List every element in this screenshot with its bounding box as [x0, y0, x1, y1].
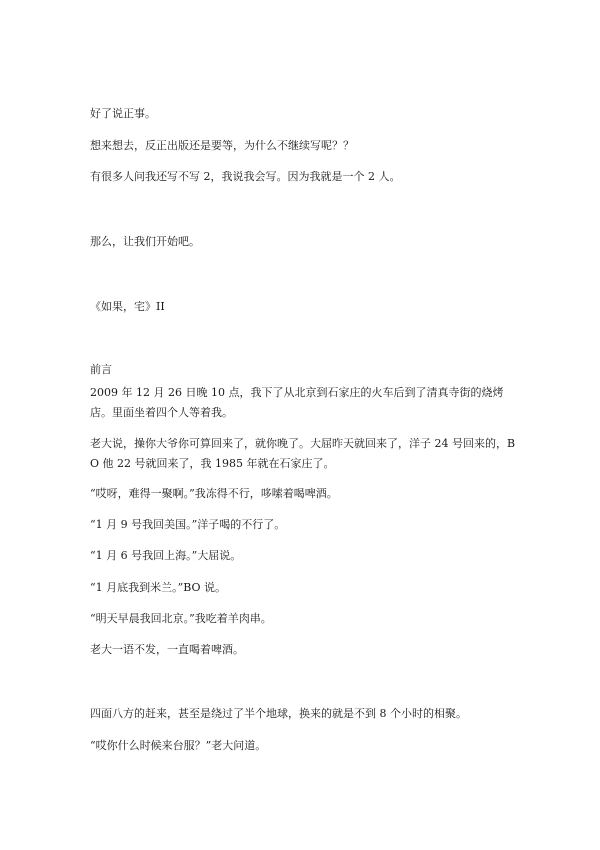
paragraph-continue-writing: 想来想去，反正出版还是要等，为什么不继续写呢？？: [90, 139, 354, 152]
paragraph-dialogue-usa: “1 月 9 号我回美国。”洋子喝的不行了。: [90, 518, 286, 531]
paragraph-laoda-silent: 老大一语不发，一直喝着啤酒。: [90, 643, 244, 656]
paragraph-dialogue-shanghai: “1 月 6 号我回上海。”大屈说。: [90, 549, 242, 562]
section-heading-preface: 前言: [90, 363, 112, 376]
paragraph-dialogue-taiwan: “哎你什么时候来台服？”老大问道。: [90, 739, 267, 752]
paragraph-lets-begin: 那么，让我们开始吧。: [90, 235, 200, 248]
paragraph-sequel-question: 有很多人问我还写不写 2，我说我会写。因为我就是一个 2 人。: [90, 170, 401, 183]
paragraph-dialogue-beijing: “明天早晨我回北京。”我吃着羊肉串。: [90, 612, 272, 625]
paragraph-intro: 好了说正事。: [90, 107, 156, 120]
paragraph-reunion: 四面八方的赶来，甚至是绕过了半个地球，换来的就是不到 8 个小时的相聚。: [90, 707, 467, 720]
paragraph-laoda-speaks: 老大说，操你大爷你可算回来了，就你晚了。大屈昨天就回来了，洋子 24 号回来的，BO 他 22 号就回来了，我 1985 年就在石家庄了。: [90, 437, 516, 470]
paragraph-dialogue-milan: “1 月底我到米兰。”BO 说。: [90, 581, 227, 594]
book-title: 《如果，宅》II: [90, 300, 165, 313]
paragraph-arrival: 2009 年 12 月 26 日晚 10 点，我下了从北京到石家庄的火车后到了清真寺街的烧烤店。里面坐着四个人等着我。: [90, 386, 504, 419]
paragraph-dialogue-gathering: “哎呀，难得一聚啊。”我冻得不行，哆嗦着喝啤酒。: [90, 487, 338, 500]
